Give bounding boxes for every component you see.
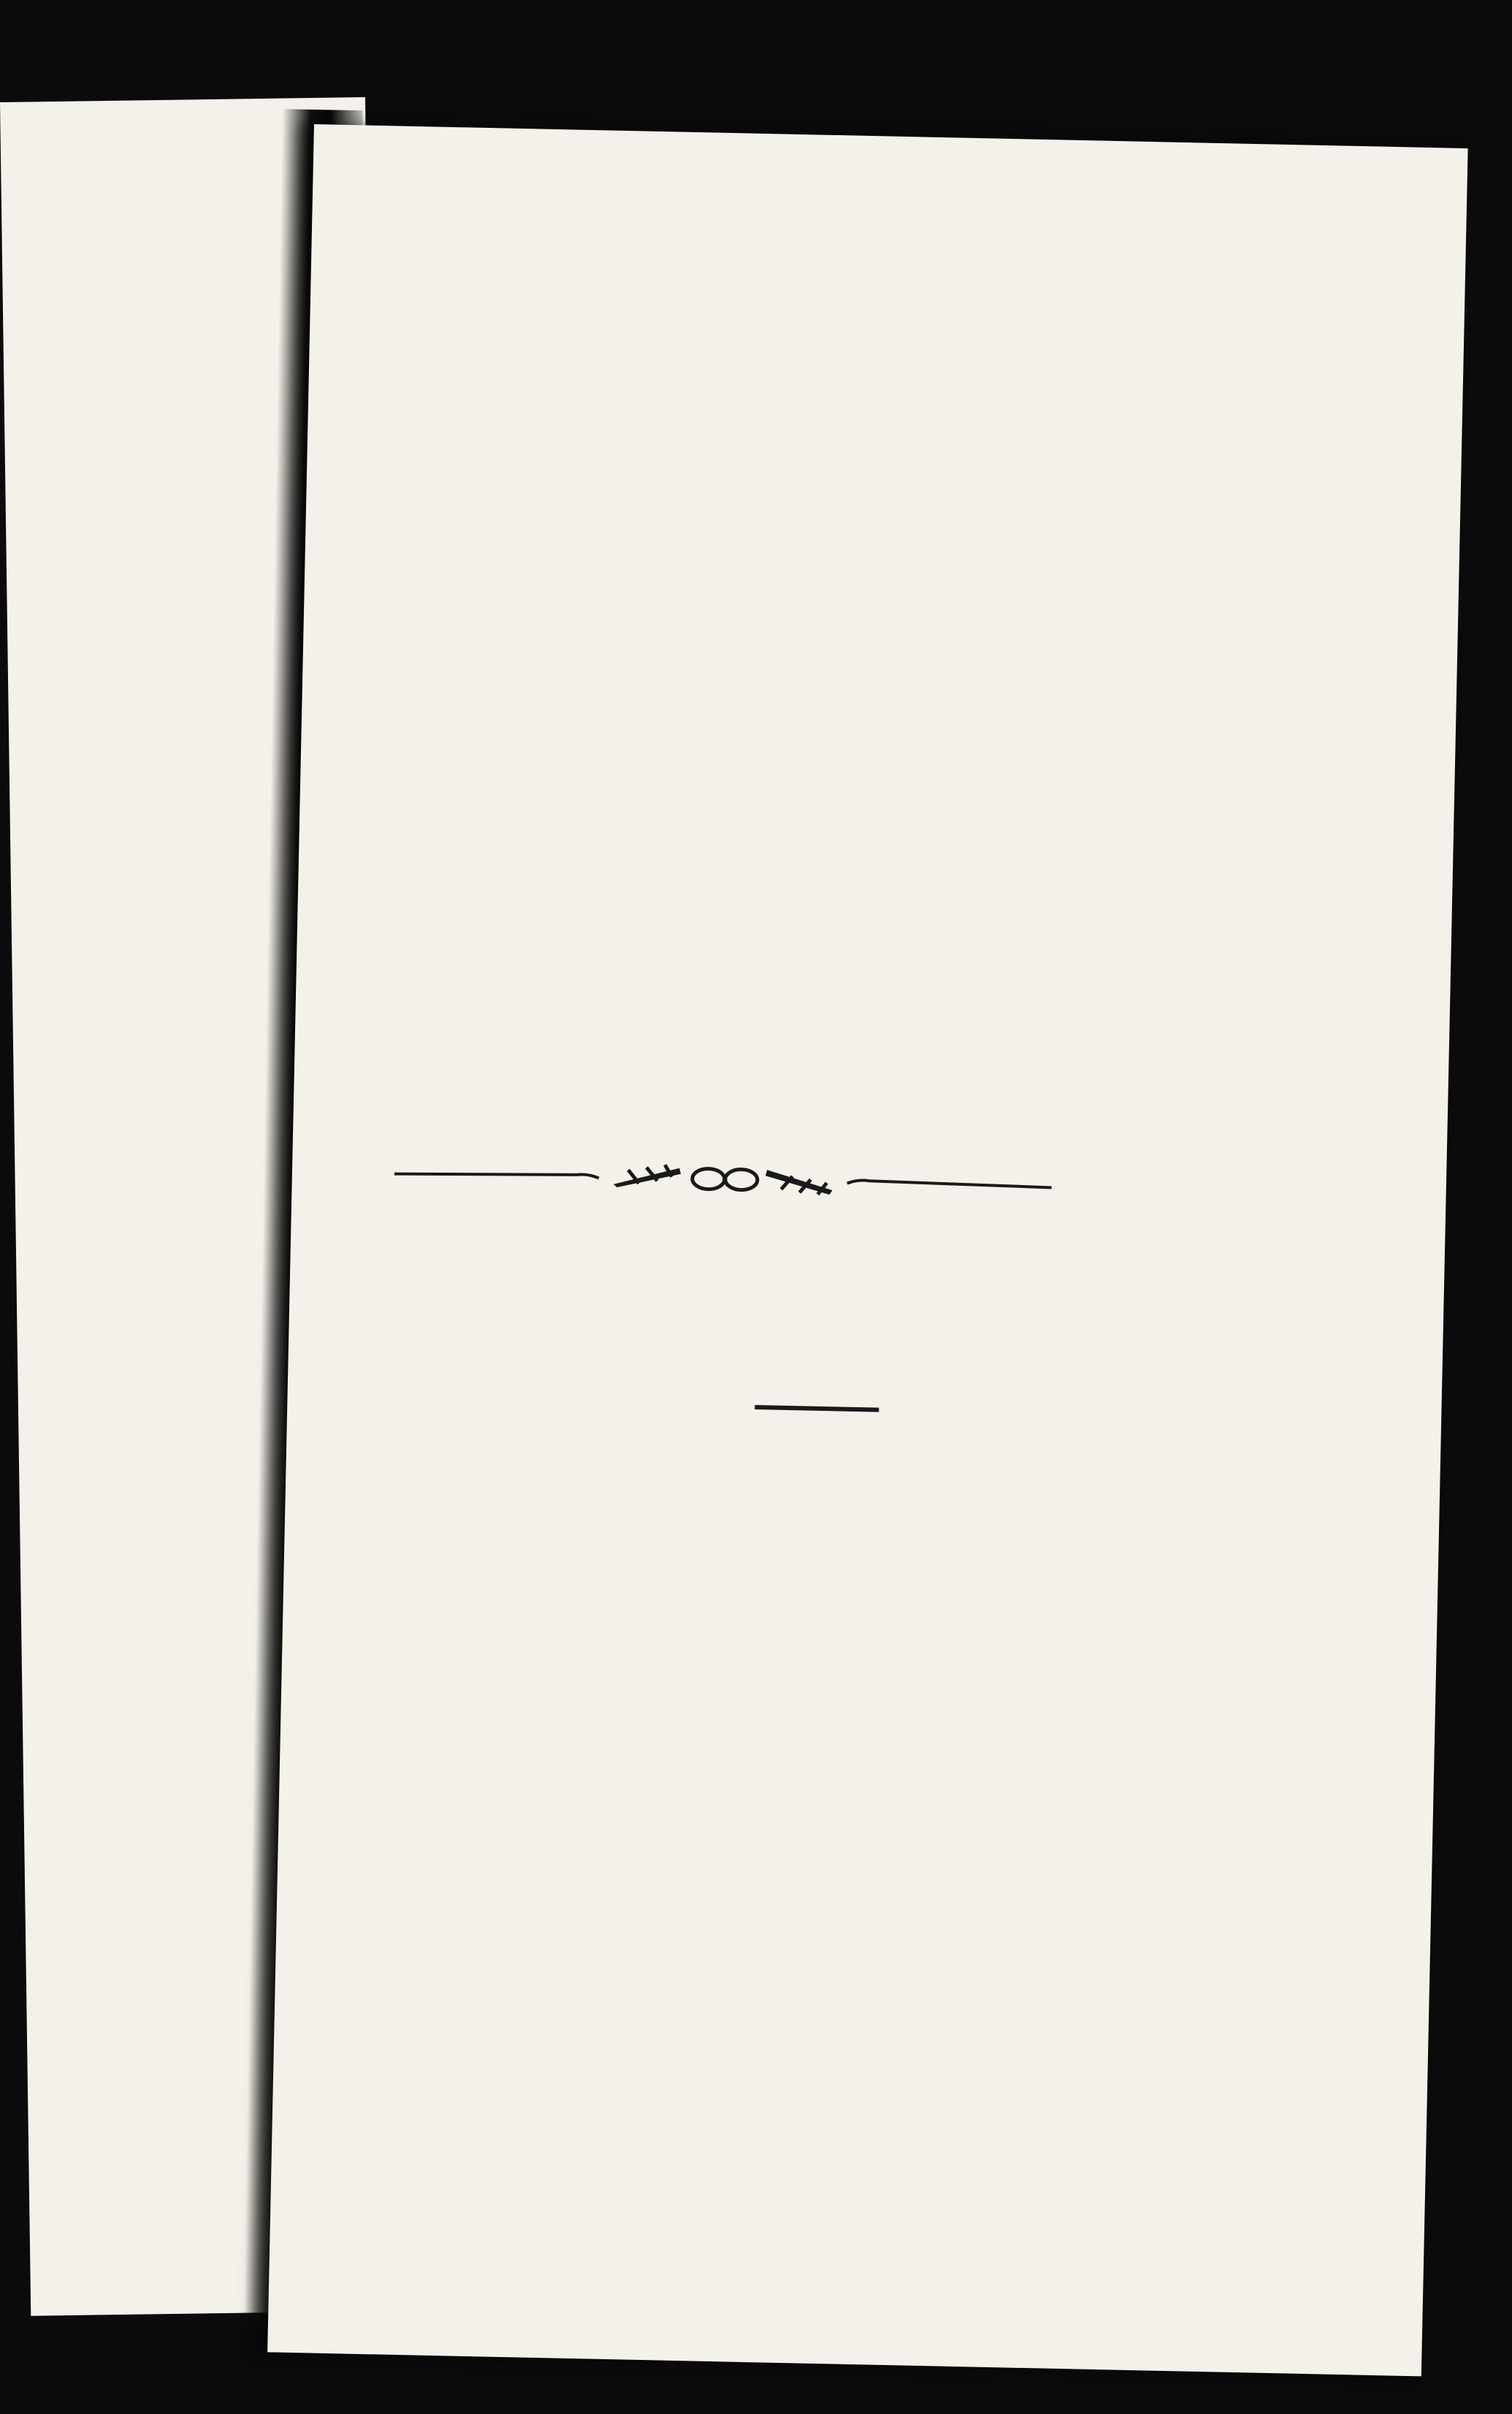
short-rule-divider [755,1405,879,1412]
opening-paragraphs [338,384,1375,406]
right-page [267,124,1468,2376]
chapter-subtitle [319,1279,1393,1301]
chapter-paragraph [286,1439,1338,1461]
page-number [310,281,1465,305]
ornament-divider [394,1149,1052,1207]
